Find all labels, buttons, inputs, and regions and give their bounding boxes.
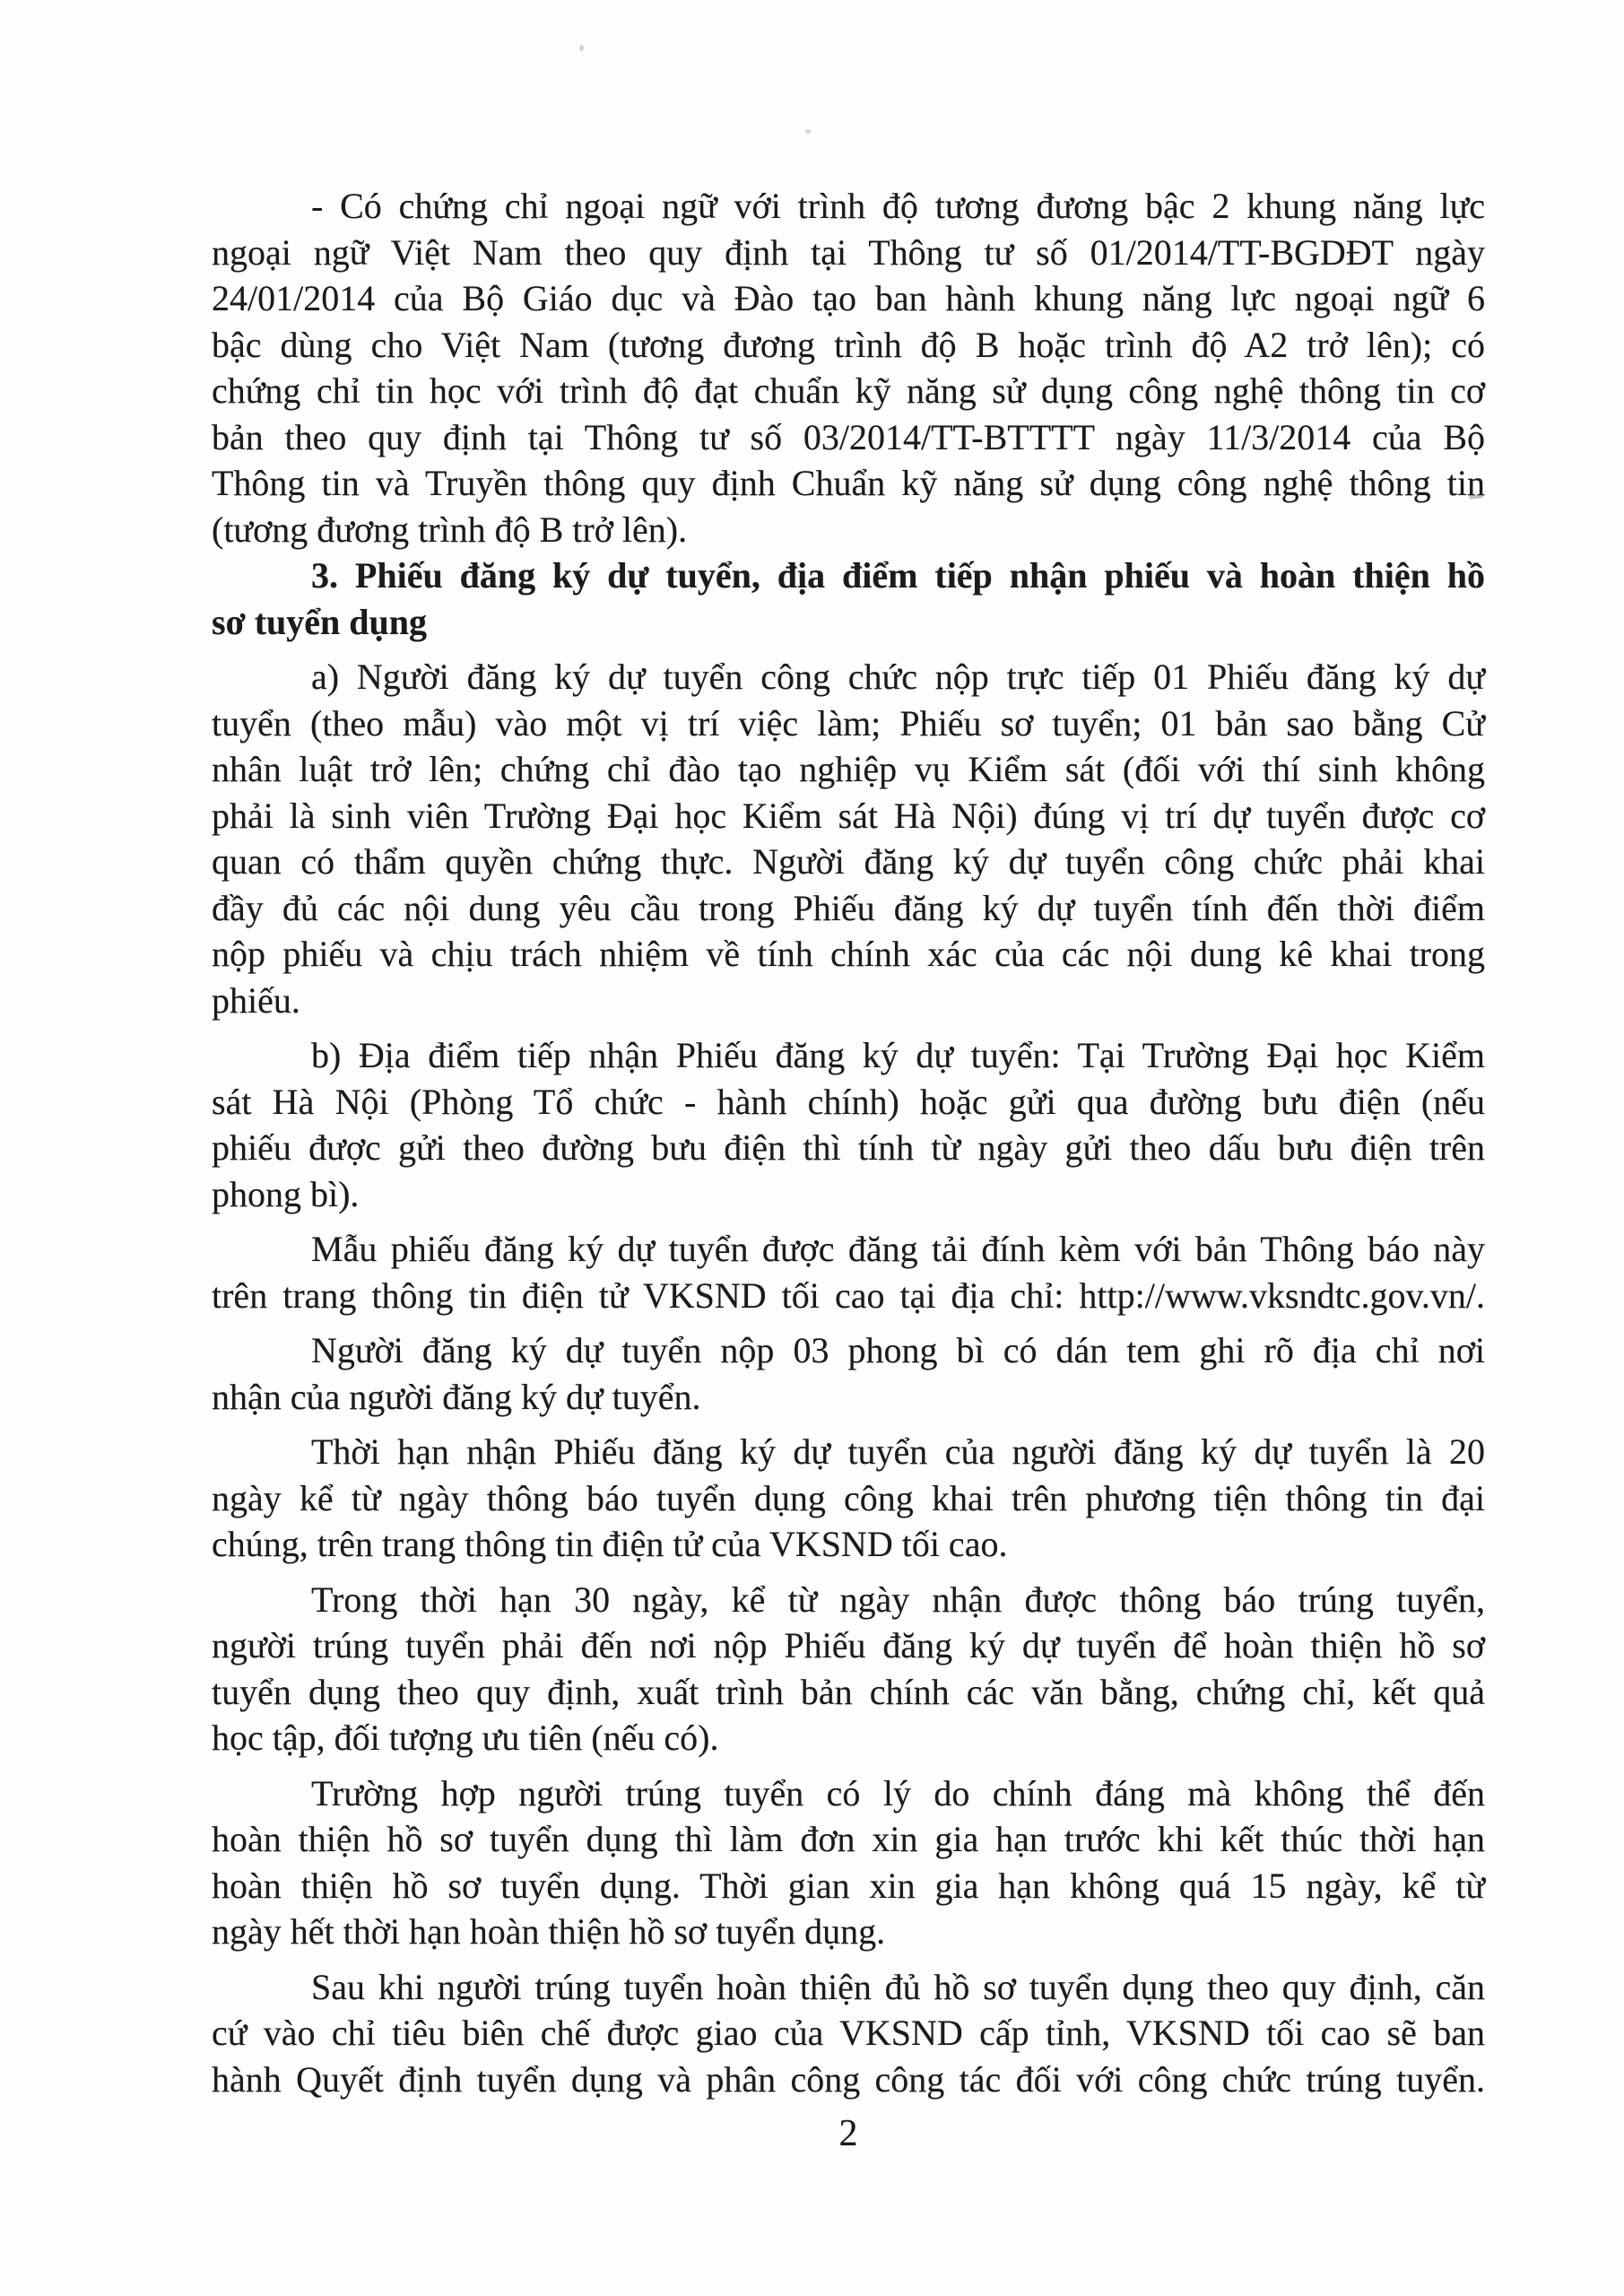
text-line: chứng chỉ tin học với trình độ đạt chuẩn kỹ năng sử dụng công nghệ thông tin cơ [212,370,1485,411]
paragraph [212,1770,1485,1955]
paragraph [212,1032,1485,1217]
page-number: 2 [838,2113,858,2154]
paragraph [212,1429,1485,1568]
text-line: Trường hợp người trúng tuyển có lý do chính đáng mà không thể đến [311,1772,1485,1813]
text-line: - Có chứng chỉ ngoại ngữ với trình độ tương đương bậc 2 khung năng lực [311,186,1485,226]
text-line: nhân luật trở lên; chứng chỉ đào tạo nghiệp vụ Kiểm sát (đối với thí sinh không [212,749,1485,789]
text-line: tuyển dụng theo quy định, xuất trình bản chính các văn bằng, chứng chỉ, kết quả [212,1671,1485,1712]
section-heading [212,552,1485,645]
paragraph [212,1226,1485,1318]
text-line: học tập, đối tượng ưu tiên (nếu có). [212,1718,719,1758]
text-line: ngày kể từ ngày thông báo tuyển dụng công khai trên phương tiện thông tin đại [212,1477,1485,1518]
text-line: cứ vào chỉ tiêu biên chế được giao của VKSND cấp tỉnh, VKSND tối cao sẽ ban [212,2013,1485,2053]
scan-speck-icon [579,45,584,51]
text-line: phiếu được gửi theo đường bưu điện thì tính từ ngày gửi theo dấu bưu điện trên [212,1127,1485,1168]
text-line: bản theo quy định tại Thông tư số 03/2014/TT-BTTTT ngày 11/3/2014 của Bộ [212,416,1485,457]
scan-speck-icon [805,129,811,134]
text-line: ngày hết thời hạn hoàn thiện hồ sơ tuyển dụng. [212,1911,886,1952]
text-line: phong bì). [212,1173,360,1214]
text-line: tuyển (theo mẫu) vào một vị trí việc làm; Phiếu sơ tuyển; 01 bản sao bằng Cử [212,702,1485,744]
paragraph [212,1577,1485,1761]
document-body [212,183,1485,2102]
text-line: Trong thời hạn 30 ngày, kể từ ngày nhận được thông báo trúng tuyển, [311,1578,1485,1620]
text-line: (tương đương trình độ B trở lên). [212,509,688,550]
paragraph [212,183,1485,552]
text-line: ngoại ngữ Việt Nam theo quy định tại Thông tư số 01/2014/TT-BGDĐT ngày [212,231,1485,273]
text-line: sát Hà Nội (Phòng Tổ chức - hành chính) hoặc gửi qua đường bưu điện (nếu [212,1081,1485,1122]
text-line: Thời hạn nhận Phiếu đăng ký dự tuyển của người đăng ký dự tuyển là 20 [311,1431,1485,1472]
text-line: sơ tuyển dụng [212,601,428,642]
text-line: hoàn thiện hồ sơ tuyển dụng thì làm đơn xin gia hạn trước khi kết thúc thời hạn [212,1819,1485,1859]
text-line: Mẫu phiếu đăng ký dự tuyển được đăng tải đính kèm với bản Thông báo này [311,1229,1485,1269]
text-line: trên trang thông tin điện tử VKSND tối cao tại địa chỉ: http://www.vksndtc.gov.vn/. [212,1274,1485,1316]
text-line: 24/01/2014 của Bộ Giáo dục và Đào tạo ban hành khung năng lực ngoại ngữ 6 [212,278,1485,318]
text-line: phải là sinh viên Trường Đại học Kiểm sát Hà Nội) đúng vị trí dự tuyển được cơ [212,795,1485,836]
text-line: 3. Phiếu đăng ký dự tuyển, địa điểm tiếp nhận phiếu và hoàn thiện hồ [311,555,1485,596]
text-line: đầy đủ các nội dung yêu cầu trong Phiếu đăng ký dự tuyển tính đến thời điểm [212,887,1485,928]
text-line: Thông tin và Truyền thông quy định Chuẩn kỹ năng sử dụng công nghệ thông tin [212,463,1485,503]
text-line: phiếu. [212,979,300,1021]
text-line: nhận của người đăng ký dự tuyển. [212,1376,701,1417]
text-line: nộp phiếu và chịu trách nhiệm về tính chính xác của các nội dung kê khai trong [212,934,1485,974]
text-line: chúng, trên trang thông tin điện tử của VKSND tối cao. [212,1524,1008,1564]
text-line: a) Người đăng ký dự tuyển công chức nộp trực tiếp 01 Phiếu đăng ký dự [311,657,1485,697]
text-line: Người đăng ký dự tuyển nộp 03 phong bì có dán tem ghi rõ địa chỉ nơi [311,1330,1485,1370]
text-line: Sau khi người trúng tuyển hoàn thiện đủ hồ sơ tuyển dụng theo quy định, căn [311,1966,1485,2007]
text-line: hành Quyết định tuyển dụng và phân công công tác đối với công chức trúng tuyển. [212,2058,1485,2100]
text-line: bậc dùng cho Việt Nam (tương đương trình độ B hoặc trình độ A2 trở lên); có [212,324,1485,365]
text-line: người trúng tuyển phải đến nơi nộp Phiếu đăng ký dự tuyển để hoàn thiện hồ sơ [212,1625,1485,1665]
text-line: quan có thẩm quyền chứng thực. Người đăng ký dự tuyển công chức phải khai [212,841,1485,882]
text-line: hoàn thiện hồ sơ tuyển dụng. Thời gian xin gia hạn không quá 15 ngày, kể từ [212,1865,1485,1906]
paragraph [212,1327,1485,1420]
text-line: b) Địa điểm tiếp nhận Phiếu đăng ký dự tuyển: Tại Trường Đại học Kiểm [311,1035,1485,1075]
paragraph [212,654,1485,1023]
paragraph [212,1964,1485,2103]
